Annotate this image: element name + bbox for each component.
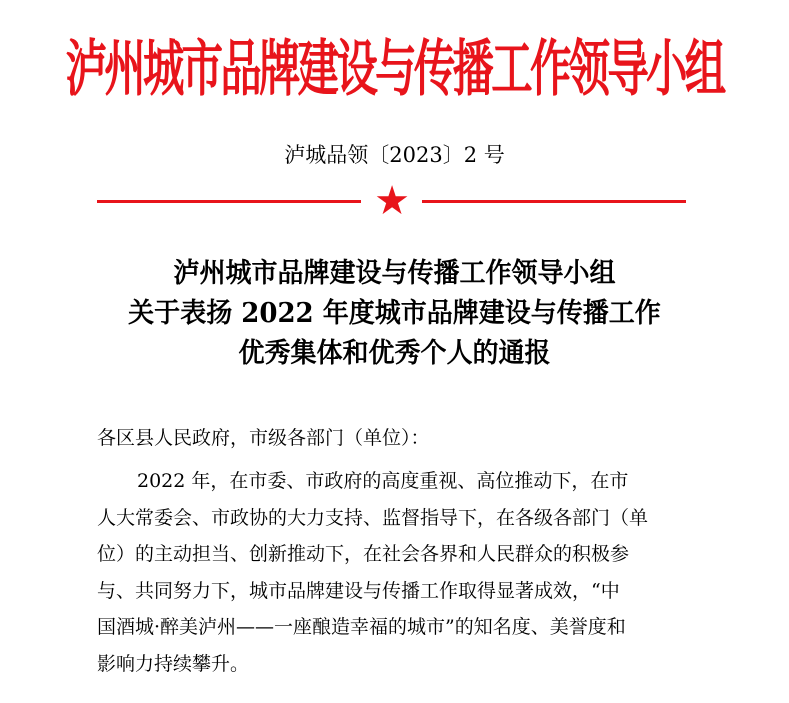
paragraph-line-text: 人大常委会、市政协的大力支持、监督指导下，在各级各部门（单	[97, 506, 649, 529]
paragraph-line	[97, 609, 687, 646]
divider-line-right	[422, 200, 686, 203]
title-line: 优秀集体和优秀个人的通报	[238, 338, 551, 369]
paragraph-line	[97, 536, 687, 573]
paragraph-line	[97, 646, 687, 683]
title-line: 泸州城市品牌建设与传播工作领导小组	[173, 258, 616, 289]
paragraph-line-text: 与、共同努力下，城市品牌建设与传播工作取得显著成效，“中	[97, 579, 620, 602]
red-divider	[97, 178, 689, 224]
paragraph-line-text: 位）的主动担当、创新推动下，在社会各界和人民群众的积极参	[97, 543, 630, 565]
title-line: 关于表扬 2022 年度城市品牌建设与传播工作	[128, 298, 661, 329]
paragraph-line-text: 国酒城·醉美泸州——一座酿造幸福的城市”的知名度、美誉度和	[97, 616, 626, 638]
body-paragraph	[97, 463, 687, 682]
document-title	[0, 254, 789, 374]
paragraph-line-text: 影响力持续攀升。	[97, 652, 250, 675]
paragraph-line	[97, 500, 687, 537]
star-icon: ★	[374, 178, 410, 224]
divider-line-left	[97, 200, 361, 203]
addressee-line: 各区县人民政府，市级各部门（单位）：	[97, 427, 430, 449]
org-red-header: 泸州城市品牌建设与传播工作领导小组	[65, 32, 724, 104]
document-number: 泸城品领〔2023〕2 号	[284, 143, 505, 167]
paragraph-line	[97, 463, 687, 500]
paragraph-line	[97, 573, 687, 610]
paragraph-line-text: 2022 年，在市委、市政府的高度重视、高位推动下，在市	[137, 470, 629, 492]
